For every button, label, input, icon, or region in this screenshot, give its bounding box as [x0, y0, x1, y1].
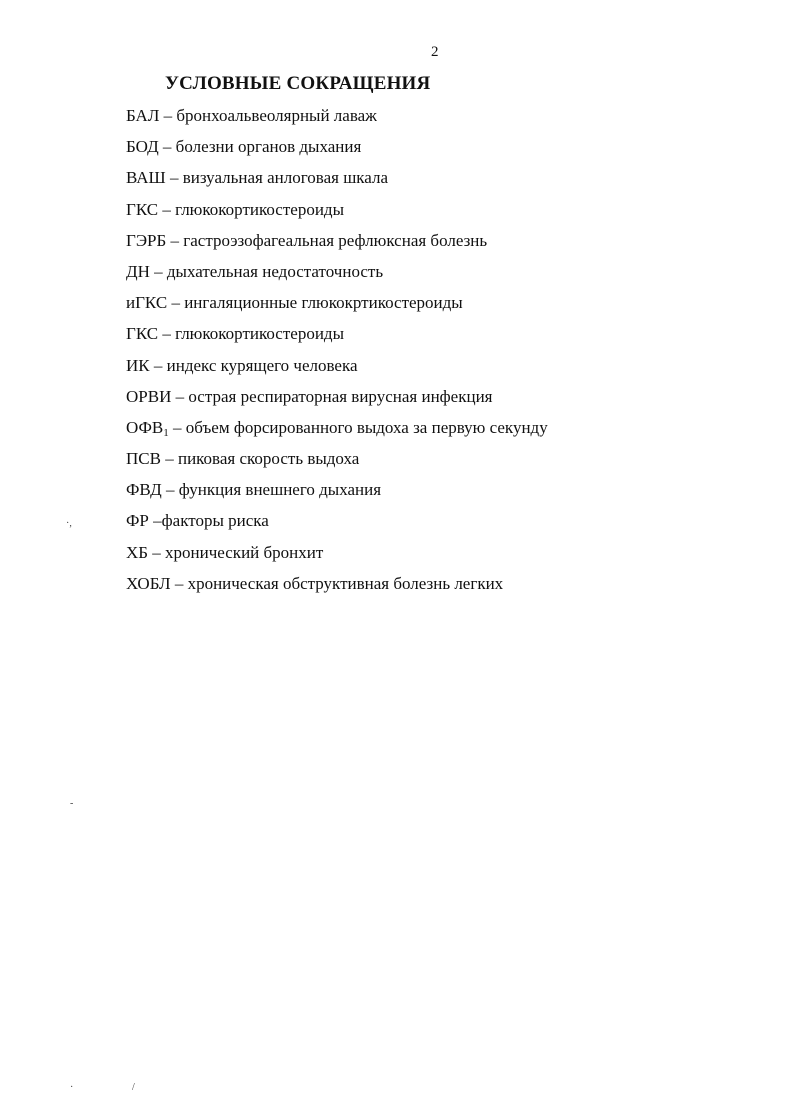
abbreviation-term: ИК	[126, 355, 150, 375]
abbreviation-item	[126, 572, 548, 603]
abbreviation-definition: объем форсированного выдоха за первую секунду	[185, 417, 548, 437]
abbreviation-item	[126, 166, 548, 197]
abbreviation-separator: –	[149, 355, 167, 375]
abbreviation-list	[126, 104, 548, 603]
abbreviation-term: ХБ	[126, 542, 149, 562]
abbreviation-item	[126, 104, 548, 135]
abbreviation-separator: –	[149, 261, 167, 281]
abbreviation-separator: –	[158, 199, 176, 219]
abbreviation-item	[126, 541, 548, 572]
abbreviation-term: иГКС	[126, 293, 168, 313]
abbreviation-definition: болезни органов дыхания	[175, 137, 362, 157]
scan-speck: -	[70, 798, 74, 809]
abbreviation-separator: –	[161, 480, 179, 500]
abbreviation-separator: –	[148, 511, 162, 531]
abbreviation-definition: визуальная анлоговая шкала	[182, 168, 389, 188]
abbreviation-item	[126, 478, 548, 509]
abbreviation-separator: –	[158, 137, 176, 157]
abbreviation-separator: –	[168, 417, 186, 437]
abbreviation-term: ОРВИ	[126, 386, 172, 406]
abbreviation-separator: –	[171, 386, 189, 406]
abbreviation-definition: дыхательная недостаточность	[166, 261, 384, 281]
abbreviation-definition: глюкокортикостероиды	[175, 324, 344, 344]
abbreviation-item	[126, 229, 548, 260]
abbreviation-separator: –	[166, 230, 184, 250]
abbreviation-definition: бронхоальвеолярный лаваж	[176, 106, 377, 125]
abbreviation-separator: –	[170, 573, 188, 593]
abbreviation-term: ФВД	[126, 480, 162, 500]
page-number: 2	[431, 44, 439, 60]
abbreviation-separator: –	[159, 106, 177, 125]
abbreviation-term: ГКС	[126, 199, 159, 219]
abbreviation-separator: –	[148, 542, 166, 562]
abbreviation-definition: факторы риска	[161, 511, 269, 531]
abbreviation-definition: гастроэзофагеальная рефлюксная болезнь	[183, 230, 488, 250]
abbreviation-term: ХОБЛ	[126, 573, 171, 593]
abbreviation-term: ДН	[126, 261, 150, 281]
abbreviation-separator: –	[167, 293, 185, 313]
abbreviation-term: ПСВ	[126, 449, 161, 469]
abbreviation-term: ФР	[126, 511, 149, 531]
abbreviation-definition: функция внешнего дыхания	[178, 480, 382, 500]
abbreviation-term: БОД	[126, 137, 159, 157]
abbreviation-subscript: 1	[163, 426, 169, 439]
abbreviation-item	[126, 198, 548, 229]
abbreviation-item	[126, 416, 548, 447]
abbreviation-item	[126, 509, 548, 540]
page-title: УСЛОВНЫЕ СОКРАЩЕНИЯ	[165, 73, 431, 94]
abbreviation-separator: –	[165, 168, 183, 188]
scan-speck: /	[132, 1082, 135, 1093]
abbreviation-item	[126, 291, 548, 322]
abbreviation-definition: хронический бронхит	[165, 542, 324, 562]
abbreviation-definition: острая респираторная вирусная инфекция	[188, 386, 493, 406]
abbreviation-term: ВАШ	[126, 168, 166, 188]
abbreviation-item	[126, 322, 548, 353]
scan-speck: ·	[70, 1082, 74, 1093]
abbreviation-definition: глюкокортикостероиды	[175, 199, 344, 219]
abbreviation-definition: пиковая скорость выдоха	[177, 449, 360, 469]
abbreviation-definition: индекс курящего человека	[166, 355, 358, 375]
abbreviation-item	[126, 135, 548, 166]
abbreviation-definition: хроническая обструктивная болезнь легких	[187, 573, 504, 593]
scan-speck: ·,	[66, 518, 72, 529]
abbreviation-term: ОФВ	[126, 417, 164, 437]
abbreviation-item	[126, 447, 548, 478]
abbreviation-separator: –	[160, 449, 178, 469]
abbreviation-term: БАЛ	[126, 106, 160, 125]
abbreviation-item	[126, 354, 548, 385]
abbreviation-separator: –	[158, 324, 176, 344]
abbreviation-term: ГЭРБ	[126, 230, 167, 250]
abbreviation-item	[126, 385, 548, 416]
abbreviation-definition: ингаляционные глюкокртикостероиды	[184, 293, 463, 313]
abbreviation-term: ГКС	[126, 324, 159, 344]
abbreviation-item	[126, 260, 548, 291]
